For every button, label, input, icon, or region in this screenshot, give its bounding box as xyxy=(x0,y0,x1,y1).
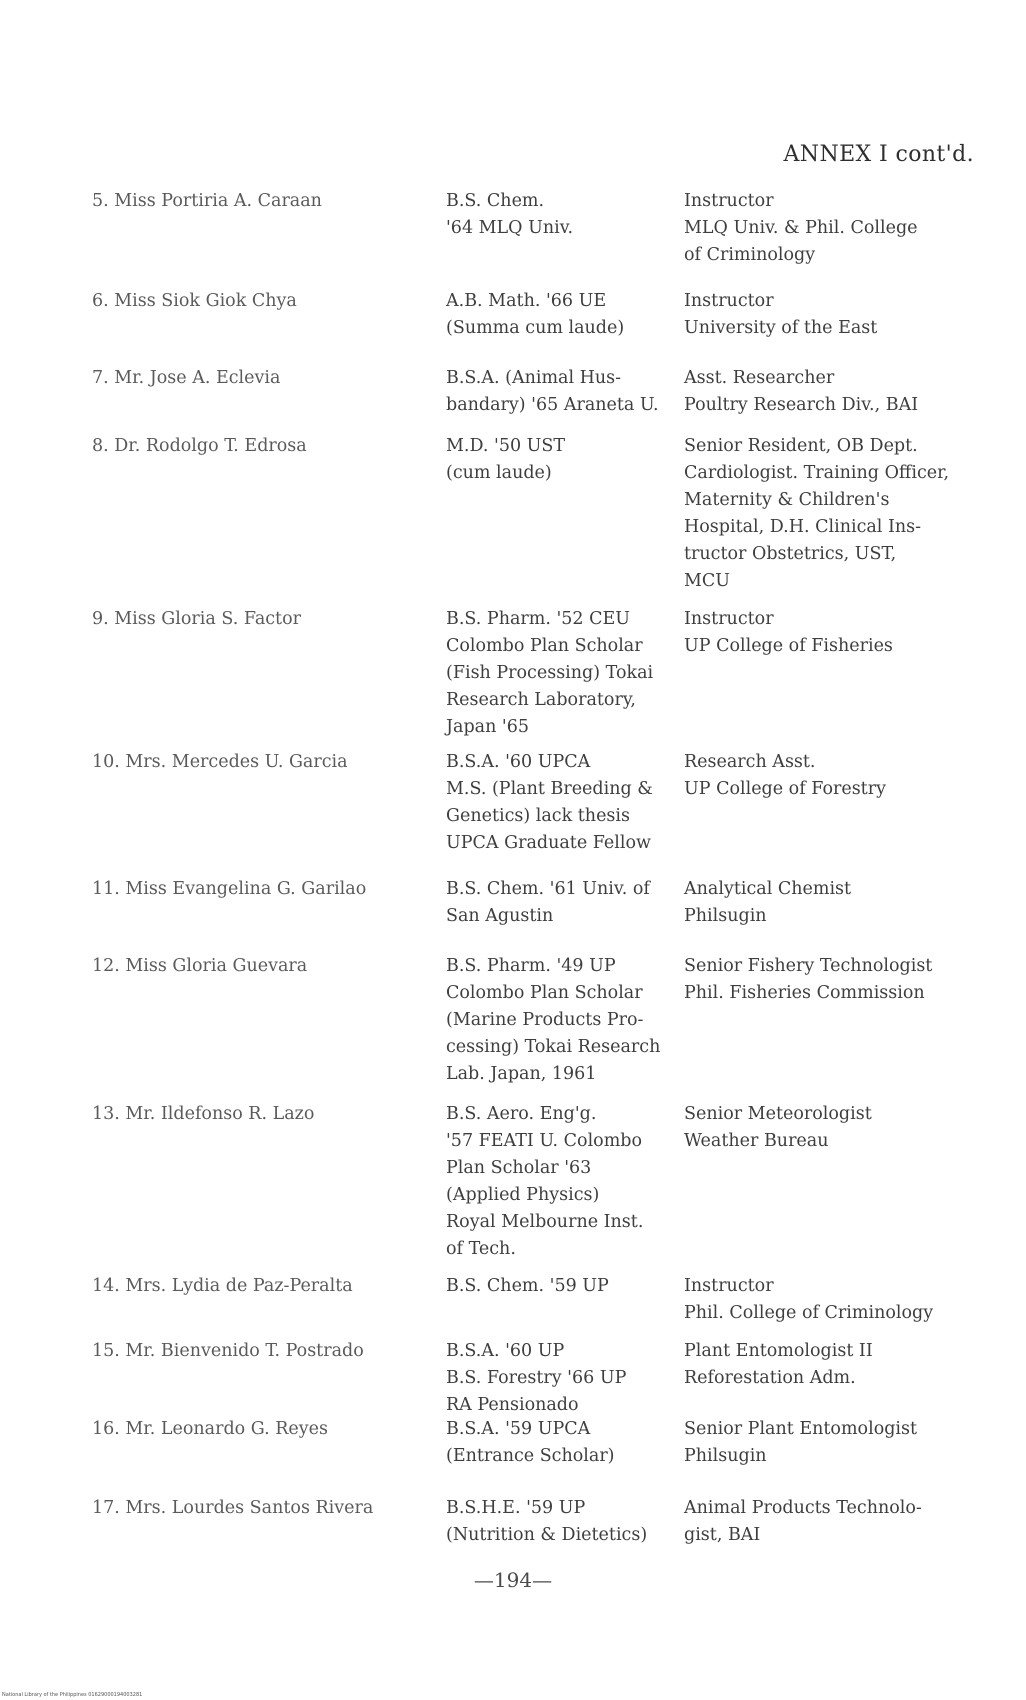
position-line: Phil. Fisheries Commission xyxy=(684,983,925,1003)
education-line: (Applied Physics) xyxy=(446,1185,600,1205)
education-line: Research Laboratory, xyxy=(446,690,636,710)
position-details xyxy=(684,1338,873,1392)
education-details xyxy=(446,606,653,741)
education-line: (Summa cum laude) xyxy=(446,318,625,338)
position-line: UP College of Forestry xyxy=(684,779,886,799)
education-line: A.B. Math. '66 UE xyxy=(446,291,607,311)
position-line: Poultry Research Div., BAI xyxy=(684,395,919,415)
education-line: B.S.H.E. '59 UP xyxy=(446,1498,586,1518)
education-line: Genetics) lack thesis xyxy=(446,806,630,826)
education-line: (cum laude) xyxy=(446,463,552,483)
education-details xyxy=(446,1101,643,1263)
education-line: cessing) Tokai Research xyxy=(446,1037,661,1057)
education-line: B.S. Pharm. '49 UP xyxy=(446,956,616,976)
education-line: Japan '65 xyxy=(446,717,529,737)
position-line: Research Asst. xyxy=(684,752,816,772)
person-name: 12. Miss Gloria Guevara xyxy=(92,956,308,976)
position-line: University of the East xyxy=(684,318,878,338)
education-line: Royal Melbourne Inst. xyxy=(446,1212,644,1232)
position-details xyxy=(684,365,918,419)
person-name: 16. Mr. Leonardo G. Reyes xyxy=(92,1419,329,1439)
position-line: Instructor xyxy=(684,609,774,629)
education-line: Colombo Plan Scholar xyxy=(446,636,643,656)
education-line: (Nutrition & Dietetics) xyxy=(446,1525,648,1545)
education-details xyxy=(446,1495,647,1549)
position-line: gist, BAI xyxy=(684,1525,761,1545)
position-details xyxy=(684,1101,872,1155)
education-details xyxy=(446,876,650,930)
education-line: M.S. (Plant Breeding & xyxy=(446,779,653,799)
education-line: bandary) '65 Araneta U. xyxy=(446,395,659,415)
position-line: Plant Entomologist II xyxy=(684,1341,873,1361)
person-name: 13. Mr. Ildefonso R. Lazo xyxy=(92,1104,315,1124)
position-details xyxy=(684,288,877,342)
education-line: (Entrance Scholar) xyxy=(446,1446,615,1466)
education-line: B.S. Chem. '61 Univ. of xyxy=(446,879,650,899)
education-line: UPCA Graduate Fellow xyxy=(446,833,652,853)
position-details xyxy=(684,1273,933,1327)
position-details xyxy=(684,1495,922,1549)
education-line: (Fish Processing) Tokai xyxy=(446,663,654,683)
person-name: 8. Dr. Rodolgo T. Edrosa xyxy=(92,436,307,456)
education-line: Lab. Japan, 1961 xyxy=(446,1064,597,1084)
person-name: 14. Mrs. Lydia de Paz-Peralta xyxy=(92,1276,353,1296)
education-line: '57 FEATI U. Colombo xyxy=(446,1131,643,1151)
education-line: (Marine Products Pro- xyxy=(446,1010,644,1030)
position-line: Senior Fishery Technologist xyxy=(684,956,933,976)
position-line: Senior Resident, OB Dept. xyxy=(684,436,918,456)
person-name: 6. Miss Siok Giok Chya xyxy=(92,291,297,311)
position-line: MLQ Univ. & Phil. College xyxy=(684,218,918,238)
education-line: B.S. Pharm. '52 CEU xyxy=(446,609,631,629)
education-line: San Agustin xyxy=(446,906,554,926)
position-details xyxy=(684,749,886,803)
education-line: RA Pensionado xyxy=(446,1395,579,1415)
position-line: Maternity & Children's xyxy=(684,490,890,510)
position-line: Philsugin xyxy=(684,906,767,926)
person-name: 5. Miss Portiria A. Caraan xyxy=(92,191,322,211)
education-details xyxy=(446,1338,626,1419)
position-line: Asst. Researcher xyxy=(684,368,835,388)
position-line: Cardiologist. Training Officer, xyxy=(684,463,950,483)
position-line: Reforestation Adm. xyxy=(684,1368,856,1388)
education-line: B.S. Chem. xyxy=(446,191,545,211)
education-line: B.S. Aero. Eng'g. xyxy=(446,1104,597,1124)
education-line: B.S.A. '60 UP xyxy=(446,1341,565,1361)
education-details xyxy=(446,953,660,1088)
education-line: '64 MLQ Univ. xyxy=(446,218,574,238)
education-details xyxy=(446,1416,615,1470)
education-line: B.S.A. '59 UPCA xyxy=(446,1419,591,1439)
education-details xyxy=(446,749,653,857)
position-line: Instructor xyxy=(684,291,774,311)
position-line: UP College of Fisheries xyxy=(684,636,893,656)
person-name: 11. Miss Evangelina G. Garilao xyxy=(92,879,367,899)
position-line: Philsugin xyxy=(684,1446,767,1466)
position-line: Hospital, D.H. Clinical Ins- xyxy=(684,517,922,537)
person-name: 9. Miss Gloria S. Factor xyxy=(92,609,301,629)
position-line: Weather Bureau xyxy=(684,1131,829,1151)
person-name: 10. Mrs. Mercedes U. Garcia xyxy=(92,752,348,772)
education-line: M.D. '50 UST xyxy=(446,436,566,456)
position-details xyxy=(684,606,893,660)
education-details xyxy=(446,1273,609,1300)
annex-heading: ANNEX I cont'd. xyxy=(783,142,974,167)
education-line: B.S. Forestry '66 UP xyxy=(446,1368,627,1388)
person-name: 15. Mr. Bienvenido T. Postrado xyxy=(92,1341,364,1361)
education-details xyxy=(446,433,565,487)
position-line: of Criminology xyxy=(684,245,816,265)
person-name: 17. Mrs. Lourdes Santos Rivera xyxy=(92,1498,374,1518)
education-details xyxy=(446,288,624,342)
position-line: Instructor xyxy=(684,1276,774,1296)
person-name: 7. Mr. Jose A. Eclevia xyxy=(92,368,281,388)
position-line: Animal Products Technolo- xyxy=(684,1498,922,1518)
education-details xyxy=(446,188,573,242)
position-details xyxy=(684,1416,917,1470)
library-credit: National Library of the Philippines 01629000194003281 xyxy=(2,1692,143,1698)
position-line: Instructor xyxy=(684,191,774,211)
position-line: Senior Meteorologist xyxy=(684,1104,872,1124)
education-line: Plan Scholar '63 xyxy=(446,1158,592,1178)
position-line: Senior Plant Entomologist xyxy=(684,1419,918,1439)
education-line: B.S.A. '60 UPCA xyxy=(446,752,591,772)
position-line: Analytical Chemist xyxy=(684,879,852,899)
position-details xyxy=(684,433,949,595)
position-line: MCU xyxy=(684,571,731,591)
position-line: tructor Obstetrics, UST, xyxy=(684,544,897,564)
education-line: B.S.A. (Animal Hus- xyxy=(446,368,622,388)
position-details xyxy=(684,953,932,1007)
education-details xyxy=(446,365,659,419)
position-line: Phil. College of Criminology xyxy=(684,1303,934,1323)
page-number: —194— xyxy=(473,1568,553,1592)
education-line: B.S. Chem. '59 UP xyxy=(446,1276,609,1296)
position-details xyxy=(684,188,918,269)
position-details xyxy=(684,876,851,930)
education-line: Colombo Plan Scholar xyxy=(446,983,643,1003)
education-line: of Tech. xyxy=(446,1239,516,1259)
